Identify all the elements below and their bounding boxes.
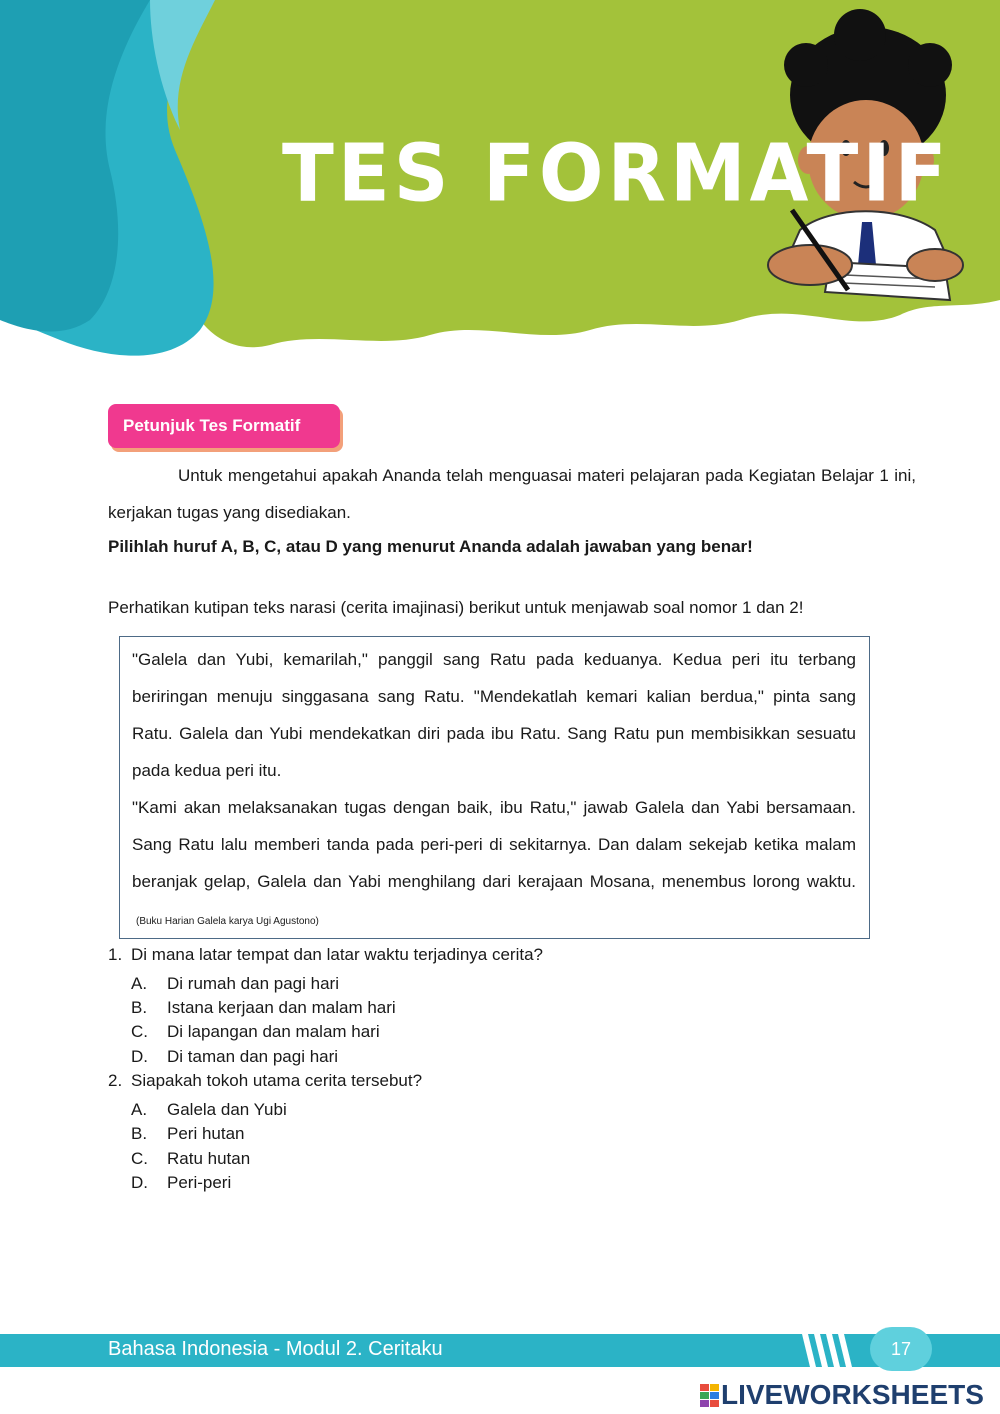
- page-number: 17: [870, 1327, 932, 1371]
- passage-paragraph-2: "Kami akan melaksanakan tugas dengan baik, ibu Ratu," jawab Galela dan Yabi bersamaan. Sang Ratu lalu memberi tanda pada peri-peri di sekitarnya. Dan dalam sekejab ketika malam beranjak gelap, Galela dan Yabi menghilang dari kerajaan Mosana, menembus lorong waktu.(Buku Harian Galela karya Ugi Agustono): [132, 798, 856, 927]
- q2-option-b[interactable]: B. Peri hutan: [131, 1124, 245, 1143]
- liveworksheets-brand: LIVEWORKSHEETS: [721, 1379, 984, 1410]
- instructions-label: Petunjuk Tes Formatif: [108, 404, 340, 448]
- instructions-bold: Pilihlah huruf A, B, C, atau D yang menurut Ananda adalah jawaban yang benar!: [108, 537, 753, 556]
- q2-option-a[interactable]: A. Galela dan Yubi: [131, 1100, 287, 1119]
- passage-box: [119, 636, 870, 939]
- q1-option-b[interactable]: B. Istana kerjaan dan malam hari: [131, 998, 396, 1017]
- passage-paragraph-1: "Galela dan Yubi, kemarilah," panggil sang Ratu pada keduanya. Kedua peri itu terbang beriringan menuju singgasana sang Ratu. "Mendekatlah kemari kalian berdua," pinta sang Ratu. Galela dan Yubi mendekatkan diri pada ibu Ratu. Sang Ratu pun membisikkan sesuatu pada kedua peri itu.: [132, 650, 856, 780]
- page-title: TES FORMATIF: [282, 125, 951, 220]
- q2-option-d[interactable]: D. Peri-peri: [131, 1173, 232, 1192]
- question-number: 1.: [108, 945, 123, 964]
- footer-text: Bahasa Indonesia - Modul 2. Ceritaku: [108, 1338, 443, 1360]
- question-text: Di mana latar tempat dan latar waktu terjadinya cerita?: [131, 945, 543, 964]
- question-number: 2.: [108, 1071, 123, 1090]
- question-text: Siapakah tokoh utama cerita tersebut?: [131, 1071, 423, 1090]
- question-1: [108, 943, 543, 967]
- q1-option-a[interactable]: A. Di rumah dan pagi hari: [131, 974, 339, 993]
- header-banner: [0, 0, 1000, 380]
- question-2: [108, 1069, 422, 1093]
- footer-stripes-decoration: [800, 1334, 870, 1367]
- instructions-paragraph: Untuk mengetahui apakah Ananda telah menguasai materi pelajaran pada Kegiatan Belajar 1 ini, kerjakan tugas yang disediakan.: [108, 466, 916, 522]
- q2-option-c[interactable]: C. Ratu hutan: [131, 1149, 251, 1168]
- passage-intro: Perhatikan kutipan teks narasi (cerita imajinasi) berikut untuk menjawab soal nomor 1 dan 2!: [108, 598, 804, 617]
- q1-option-c[interactable]: C. Di lapangan dan malam hari: [131, 1022, 380, 1041]
- q1-option-d[interactable]: D. Di taman dan pagi hari: [131, 1047, 339, 1066]
- liveworksheets-logo-icon: [700, 1384, 720, 1408]
- passage-source: (Buku Harian Galela karya Ugi Agustono): [136, 916, 319, 927]
